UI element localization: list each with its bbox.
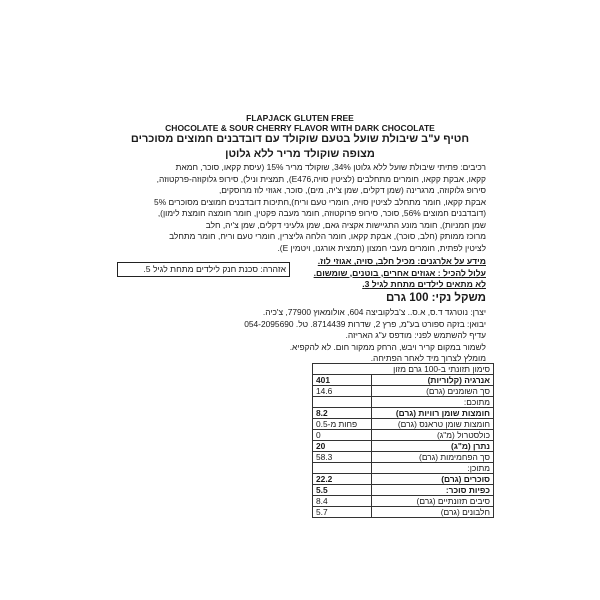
nutrition-label: סך הפחמימות (גרם)	[372, 452, 494, 463]
choking-warning: אזהרה: סכנת חנק לילדים מתחת לגיל 5.	[117, 262, 290, 277]
nutrition-value: 401	[313, 375, 372, 386]
info-line: יצרן: נוטרגד ד.ס, א.ס.. צ'בלקוביצה 604, אולומאוץ 77900, צ'כיה.	[262, 307, 486, 317]
info-line: מומלץ לצרוך מיד לאחר הפתיחה.	[370, 353, 486, 363]
allergen-may-contain: עלול להכיל : אגוזים אחרים, בוטנים, שומשום.	[313, 267, 486, 278]
nutrition-label: נתרן (מ"ג)	[372, 441, 494, 452]
nutrition-row	[313, 430, 494, 441]
ingredients-line: קקאו, אבקת קקאו, חומרים מתחלבים (לציטין סויה,E476), תמצית וניל), סירופ גלוקוזה-פרקטוזה,	[156, 173, 486, 184]
nutrition-label: מתוכן:	[372, 463, 494, 474]
nutrition-label: חלבונים (גרם)	[372, 507, 494, 518]
nutrition-value	[313, 463, 372, 474]
ingredients-line: (דובדבנים חמוצים 56%, סוכר, סירופ פרוקטוזה, חומר מעבה פקטין, חומר חומצה חומצת לימון),	[157, 208, 486, 218]
nutrition-label: אנרגיה (קלוריות)	[372, 375, 494, 386]
ingredients-line: לציטין לפתית, חומרים מעבי חמצון (תמצית אורגנו, ויטמין E).	[277, 242, 486, 253]
nutrition-label: כפיות סוכר:	[372, 485, 494, 496]
nutrition-value: 22.2	[313, 474, 372, 485]
info-line: יבואן: בזקה ספורט בע"מ, פרץ 2, שדרות 8714439. טל. 054-2095690	[244, 318, 486, 329]
nutrition-value: 8.4	[313, 496, 372, 507]
ingredients-line: אבקת קקאו, חומר מתחלב לציטין סויה, חומרי טעם וריח),חתיכות דובדבנים חמוצים מסוכרים 5%	[154, 196, 486, 207]
info-line: עדיף להשתמש לפני: מודפס ע"ג האריזה.	[345, 330, 486, 340]
ingredients-line: שמן חמניות), חומר מונע התגיישות אקציה גאם, שמן גלעיני דקלים, שמן צ'יה, חלב	[205, 219, 486, 230]
nutrition-value: 58.3	[313, 452, 372, 463]
nutrition-header: סימון תזונתי ב-100 גרם מזון	[313, 364, 494, 375]
nutrition-row	[313, 507, 494, 518]
allergen-age: לא מתאים לילדים מתחת לגיל 3.	[362, 279, 486, 289]
ingredients-line: סירופ גלוקוזה, מרגרינה (שמן דקלים, שמן צ'יה, מים), סוכר, אגוזי לוז מרוסקים,	[218, 185, 486, 195]
nutrition-row	[313, 386, 494, 397]
allergen-block	[300, 256, 486, 291]
nutrition-row	[313, 496, 494, 507]
ingredients-block	[138, 162, 486, 254]
nutrition-row	[313, 463, 494, 474]
title-en-line-2: CHOCOLATE & SOUR CHERRY FLAVOR WITH DARK CHOCOLATE	[165, 123, 435, 133]
nutrition-table	[312, 363, 494, 518]
nutrition-row	[313, 474, 494, 485]
title-he-line-1: חטיף ע"ב שיבולת שועל בטעם שוקולד עם דובדבנים חמוצים מסוכרים	[130, 133, 470, 145]
net-weight: משקל נקי: 100 גרם	[386, 292, 486, 304]
nutrition-value: 5.7	[313, 507, 372, 518]
nutrition-label: כולסטרול (מ"ג)	[372, 430, 494, 441]
info-block	[138, 307, 486, 365]
nutrition-body	[313, 375, 494, 518]
nutrition-label: סיבים תזונתיים (גרם)	[372, 496, 494, 507]
nutrition-value: 8.2	[313, 408, 372, 419]
nutrition-value: 5.5	[313, 485, 372, 496]
nutrition-header-row	[313, 364, 494, 375]
ingredients-line: מרוכז ממותק (חלב, סוכר), אבקת קקאו, חומר הלחה גליצרין, חומרי טעם וריח, חומר מתחלב	[169, 231, 486, 241]
ingredients-line: רכיבים: פתיתי שיבולת שועל ללא גלוטן 34%, שוקולד מריר 15% (עיסת קקאו, סוכר, חמאת	[175, 162, 486, 172]
nutrition-value: 14.6	[313, 386, 372, 397]
nutrition-label: חומצות שומן טראנס (גרם)	[372, 419, 494, 430]
allergen-contains: מידע על אלרגנים: מכיל חלב, סויה, אגוזי לוז.	[317, 256, 486, 266]
nutrition-row	[313, 441, 494, 452]
nutrition-value	[313, 397, 372, 408]
nutrition-label: מתוכם:	[372, 397, 494, 408]
nutrition-row	[313, 485, 494, 496]
title-en-line-1: FLAPJACK GLUTEN FREE	[246, 113, 354, 123]
nutrition-value: 20	[313, 441, 372, 452]
nutrition-row	[313, 397, 494, 408]
nutrition-row	[313, 408, 494, 419]
nutrition-label: סך השומנים (גרם)	[372, 386, 494, 397]
info-line: לשמור במקום קריר ויבש, הרחק ממקור חום. לא להקפיא.	[289, 341, 486, 352]
nutrition-label: סוכרים (גרם)	[372, 474, 494, 485]
nutrition-row	[313, 375, 494, 386]
nutrition-value: פחות מ-0.5	[313, 419, 372, 430]
nutrition-label: חומצות שומן רוויות (גרם)	[372, 408, 494, 419]
title-he-line-2: מצופה שוקולד מריר ללא גלוטן	[225, 148, 375, 160]
nutrition-value: 0	[313, 430, 372, 441]
nutrition-row	[313, 419, 494, 430]
nutrition-row	[313, 452, 494, 463]
